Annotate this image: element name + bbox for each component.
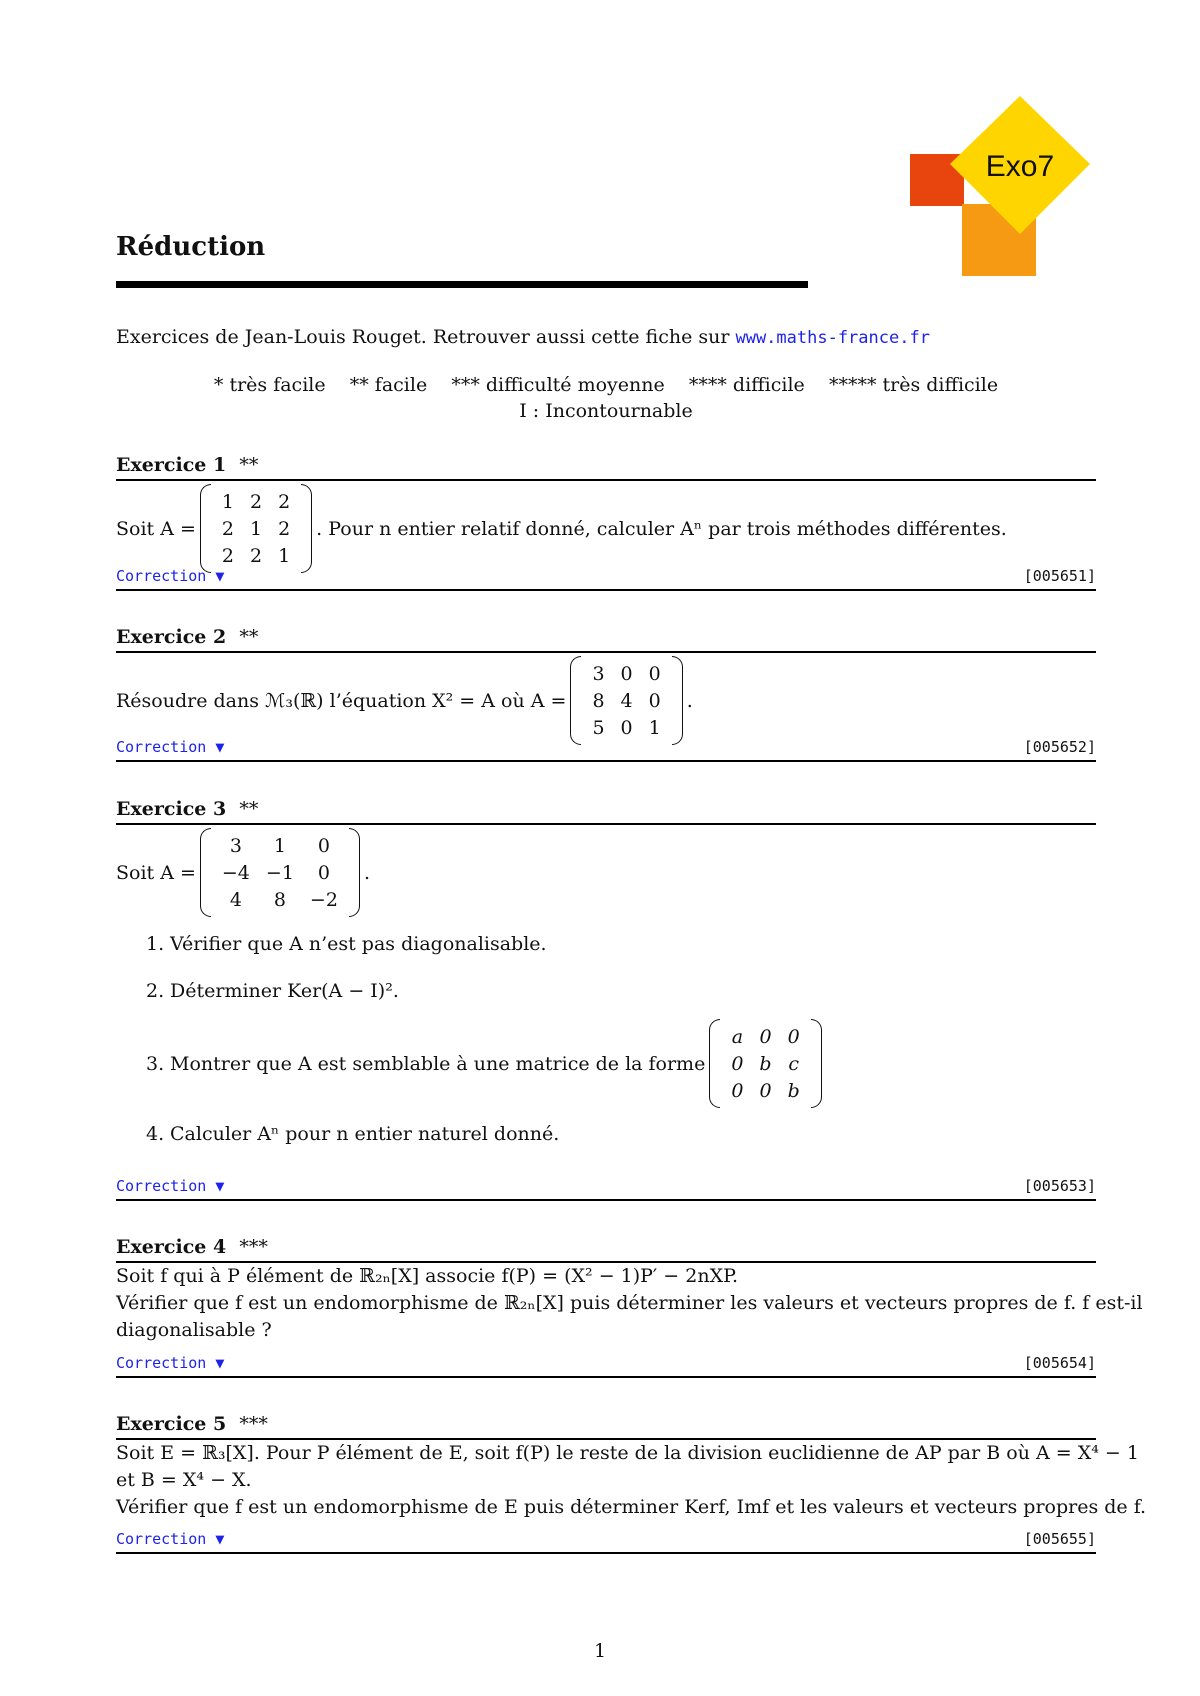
matrix-cell: 2 <box>221 544 234 567</box>
matrix-cell: 1 <box>273 834 286 857</box>
exercise-2-heading <box>116 626 258 648</box>
exercise-5-line-1: Soit E = ℝ₃[X]. Pour P élément de E, soit f(P) le reste de la division euclidienne de AP par B où A = X⁴ − 1 <box>116 1442 1139 1464</box>
exercise-title: Exercice 2 <box>116 626 227 648</box>
matrix-A <box>570 660 682 741</box>
exercise-5-bottom-rule <box>116 1552 1096 1554</box>
matrix-row <box>214 488 298 515</box>
difficulty-legend: * très facile ** facile *** difficulté moyenne **** difficile ***** très difficile <box>213 374 999 396</box>
exercise-code-4: [005654] <box>1023 1354 1096 1372</box>
exercise-3-statement <box>116 832 370 913</box>
exercise-3-item-3 <box>146 1023 826 1104</box>
incontournable-legend: I : Incontournable <box>519 400 693 422</box>
statement-suffix: . Pour n entier relatif donné, calculer Aⁿ par trois méthodes différentes. <box>316 517 1007 540</box>
matrix-cell: 5 <box>592 716 605 739</box>
exercise-code-2: [005652] <box>1023 738 1096 756</box>
item-text: Vérifier que A n’est pas diagonalisable. <box>170 933 547 955</box>
matrix-cell: 0 <box>731 1052 744 1075</box>
item-number: 3. <box>146 1052 165 1075</box>
item-text: Déterminer Ker(A − I)². <box>170 980 399 1002</box>
matrix-row <box>214 832 346 859</box>
exercise-stars: ** <box>239 798 259 820</box>
matrix-cell: 1 <box>221 490 234 513</box>
matrix-cell: 2 <box>278 517 291 540</box>
exercise-3-bottom-rule <box>116 1199 1096 1201</box>
matrix-row <box>723 1023 807 1050</box>
matrix-cell: 0 <box>759 1079 772 1102</box>
matrix-A <box>200 488 312 569</box>
statement-prefix: Résoudre dans ℳ₃(ℝ) l’équation X² = A où A = <box>116 689 567 712</box>
exercise-4-line-3: diagonalisable ? <box>116 1319 272 1341</box>
exercise-1-statement <box>116 488 1007 569</box>
exercise-5-heading <box>116 1413 268 1435</box>
matrix-form <box>709 1023 821 1104</box>
exercise-title: Exercice 4 <box>116 1236 227 1258</box>
matrix-cell: 3 <box>592 662 605 685</box>
statement-prefix: Soit A = <box>116 861 196 884</box>
matrix-A <box>200 832 360 913</box>
exercise-stars: *** <box>239 1236 268 1258</box>
exercise-3-heading <box>116 798 258 820</box>
exercise-1-top-rule <box>116 479 1096 481</box>
item-text: Montrer que A est semblable à une matrice de la forme <box>170 1052 706 1075</box>
matrix-cell: 8 <box>273 888 286 911</box>
logo-text: Exo7 <box>985 150 1055 183</box>
correction-link-4[interactable]: Correction ▼ <box>116 1354 225 1372</box>
matrix-cell: 0 <box>731 1079 744 1102</box>
matrix-row <box>584 714 668 741</box>
correction-link-1[interactable]: Correction ▼ <box>116 567 225 585</box>
matrix-cell: 0 <box>787 1025 800 1048</box>
statement-suffix: . <box>686 689 693 712</box>
matrix-cell: 1 <box>249 517 263 540</box>
exercise-5-line-3: Vérifier que f est un endomorphisme de E puis déterminer Kerf, Imf et les valeurs et vecteurs propres de f. <box>116 1496 1147 1518</box>
maths-france-link[interactable]: www.maths-france.fr <box>735 328 930 348</box>
matrix-row <box>214 886 346 913</box>
matrix-row <box>584 660 668 687</box>
matrix-cell: a <box>731 1025 744 1048</box>
exercise-2-statement <box>116 660 693 741</box>
exercise-code-1: [005651] <box>1023 567 1096 585</box>
matrix-cell: c <box>788 1052 799 1075</box>
matrix-cell: −2 <box>309 888 338 911</box>
exercise-3-item-4 <box>146 1123 559 1145</box>
page-number: 1 <box>593 1640 607 1662</box>
exercise-3-top-rule <box>116 823 1096 825</box>
matrix-cell: 3 <box>229 834 242 857</box>
intro-text: Exercices de Jean-Louis Rouget. Retrouver aussi cette fiche sur <box>116 326 736 348</box>
exercise-4-line-1: Soit f qui à P élément de ℝ₂ₙ[X] associe f(P) = (X² − 1)P′ − 2nXP. <box>116 1265 739 1287</box>
exercise-3-item-1 <box>146 933 547 955</box>
statement-suffix: . <box>363 861 370 884</box>
title-rule <box>116 281 808 288</box>
matrix-cell: 2 <box>278 490 291 513</box>
exercise-4-top-rule <box>116 1261 1096 1263</box>
matrix-cell: 1 <box>648 716 661 739</box>
exercise-stars: ** <box>239 626 259 648</box>
correction-link-3[interactable]: Correction ▼ <box>116 1177 225 1195</box>
exercise-1-heading <box>116 454 258 476</box>
exercise-5-top-rule <box>116 1438 1096 1440</box>
exercise-4-heading <box>116 1236 268 1258</box>
matrix-cell: b <box>787 1079 800 1102</box>
matrix-cell: 0 <box>317 861 330 884</box>
page-title: Réduction <box>116 232 266 262</box>
matrix-cell: −4 <box>221 861 250 884</box>
exercise-4-line-2: Vérifier que f est un endomorphisme de ℝ₂ₙ[X] puis déterminer les valeurs et vecteurs propres de f. f est-il <box>116 1292 1143 1314</box>
matrix-cell: 0 <box>317 834 330 857</box>
matrix-cell: 0 <box>648 689 661 712</box>
exercise-2-top-rule <box>116 651 1096 653</box>
matrix-cell: 8 <box>592 689 605 712</box>
exercise-title: Exercice 5 <box>116 1413 227 1435</box>
matrix-row <box>214 859 346 886</box>
matrix-row <box>723 1050 807 1077</box>
exercise-1-bottom-rule <box>116 589 1096 591</box>
matrix-cell: −1 <box>265 861 294 884</box>
matrix-cell: 4 <box>620 689 633 712</box>
matrix-row <box>214 542 298 569</box>
matrix-cell: 4 <box>229 888 242 911</box>
item-number: 4. <box>146 1123 165 1145</box>
item-number: 2. <box>146 980 165 1002</box>
exercise-title: Exercice 3 <box>116 798 227 820</box>
matrix-cell: 1 <box>278 544 291 567</box>
exo7-logo <box>910 96 1090 292</box>
item-number: 1. <box>146 933 165 955</box>
matrix-cell: 0 <box>620 716 633 739</box>
exercise-4-bottom-rule <box>116 1376 1096 1378</box>
exercise-stars: ** <box>239 454 259 476</box>
matrix-cell: 2 <box>221 517 234 540</box>
exercise-5-line-2: et B = X⁴ − X. <box>116 1469 252 1491</box>
statement-prefix: Soit A = <box>116 517 196 540</box>
correction-link-5[interactable]: Correction ▼ <box>116 1530 225 1548</box>
exercise-title: Exercice 1 <box>116 454 227 476</box>
correction-link-2[interactable]: Correction ▼ <box>116 738 225 756</box>
item-text: Calculer Aⁿ pour n entier naturel donné. <box>170 1123 560 1145</box>
intro-line <box>116 326 930 348</box>
exercise-code-5: [005655] <box>1023 1530 1096 1548</box>
matrix-cell: 0 <box>648 662 661 685</box>
matrix-row <box>723 1077 807 1104</box>
exercise-code-3: [005653] <box>1023 1177 1096 1195</box>
exercise-2-bottom-rule <box>116 760 1096 762</box>
matrix-cell: 2 <box>249 544 263 567</box>
matrix-row <box>584 687 668 714</box>
exercise-3-item-2 <box>146 980 399 1002</box>
matrix-cell: 0 <box>620 662 633 685</box>
matrix-cell: 0 <box>759 1025 772 1048</box>
matrix-cell: b <box>759 1052 772 1075</box>
exercise-stars: *** <box>239 1413 268 1435</box>
matrix-row <box>214 515 298 542</box>
matrix-cell: 2 <box>249 490 263 513</box>
